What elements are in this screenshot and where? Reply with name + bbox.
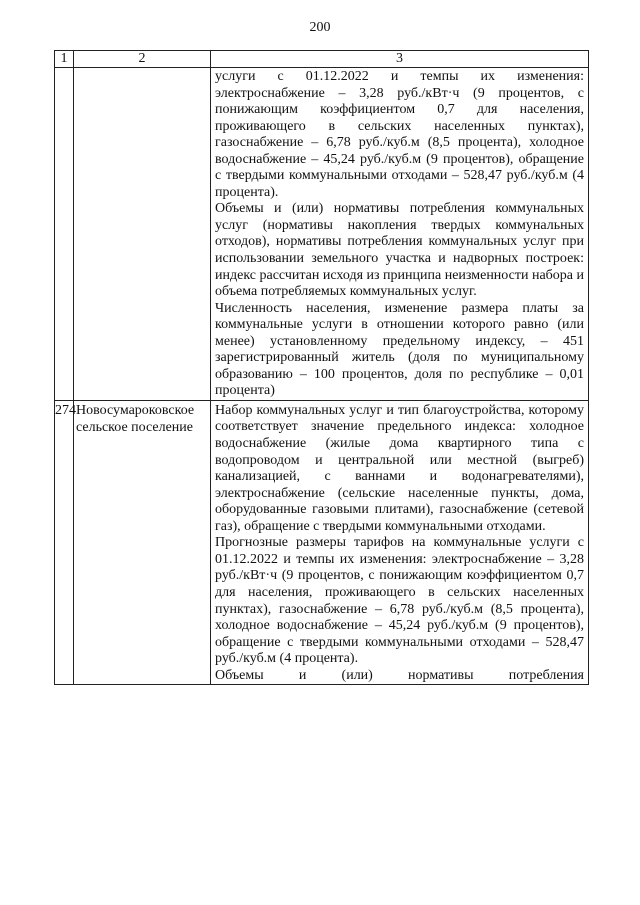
header-col-1: 1	[55, 51, 74, 68]
document-table	[54, 50, 589, 685]
table-row	[55, 400, 589, 684]
text-paragraph: Численность населения, изменение размера платы за коммунальные услуги в отношении которого равно (или менее) установленному предельному индексу, – 451 зарегистрированный житель (доля по муниципальному образованию – 100 процентов, доля по республике – 0,01 процента)	[215, 300, 584, 399]
row-text-cell	[211, 400, 589, 684]
header-col-3: 3	[211, 51, 589, 68]
text-paragraph: Набор коммунальных услуг и тип благоустройства, которому соответствует значение предельного индекса: холодное водоснабжение (жилые дома квартирного типа с водопроводом и центральной или местной (выгреб) канализацией, с ваннами и водонагревателями), электроснабжение (сельские населенные пункты, дома, оборудованные газовыми плитами), газоснабжение (сетевой газ), обращение с твердыми коммунальными отходами.	[215, 402, 584, 534]
row-number	[55, 68, 74, 401]
row-text-cell	[211, 68, 589, 401]
text-paragraph: услуги с 01.12.2022 и темпы их изменения: электроснабжение – 3,28 руб./кВт·ч (9 процентов, с понижающим коэффициентом 0,7 для населения, проживающего в сельских населенных пунктах), газоснабжение – 6,78 руб./куб.м (8,5 процента), холодное водоснабжение – 45,24 руб./куб.м (9 процентов), обращение с твердыми коммунальными отходами – 528,47 руб./куб.м (4 процента).	[215, 69, 584, 200]
text-paragraph: Объемы и (или) нормативы потребления коммунальных услуг (нормативы накопления твердых коммунальных отходов), нормативы потребления коммунальных услуг при использовании земельного участка и надворных построек: индекс рассчитан исходя из принципа неизменности набора и объема потребляемых коммунальных услуг.	[215, 201, 585, 300]
municipality-name: Новосумароковское сельское поселение	[74, 400, 211, 684]
header-col-2: 2	[74, 51, 211, 68]
page-number: 200	[309, 20, 331, 35]
table-header-row	[55, 51, 589, 68]
text-paragraph: Объемы и (или) нормативы потребления	[215, 667, 584, 683]
text-paragraph: Прогнозные размеры тарифов на коммунальные услуги с 01.12.2022 и темпы их изменения: электроснабжение – 3,28 руб./кВт·ч (9 процентов, с понижающим коэффициентом 0,7 для населения, проживающего в сельских населенных пунктах), газоснабжение – 6,78 руб./куб.м (8,5 процента), холодное водоснабжение – 45,24 руб./куб.м (9 процентов), обращение с твердыми коммунальными отходами – 528,47 руб./куб.м (4 процента).	[215, 535, 584, 667]
municipality-name	[74, 68, 211, 401]
table-row	[55, 68, 589, 401]
row-number: 274	[55, 400, 74, 684]
